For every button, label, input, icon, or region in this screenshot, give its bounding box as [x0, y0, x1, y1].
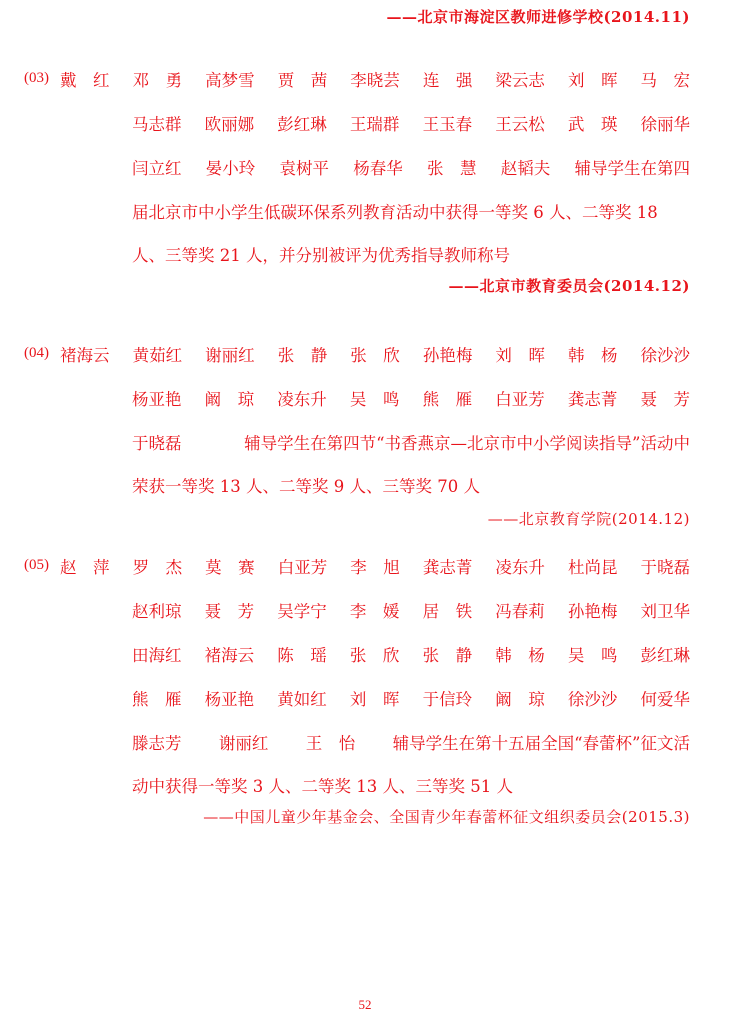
line-segment: 滕志芳 [132, 734, 182, 753]
line-segment: 赵韬夫 [500, 159, 551, 178]
line-segment: 冯春莉 [495, 602, 545, 621]
line-segment: 届北京市中小学生低碳环保系列教育活动中获得一等奖 6 人、二等奖 18 [132, 203, 658, 222]
line-segment: 连 强 [422, 71, 473, 90]
line-segment: 孙艳梅 [567, 602, 618, 621]
line-segment: 杨亚艳 [132, 390, 182, 409]
entry-05-line-5 [132, 730, 690, 754]
source-line-05: ——中国儿童少年基金会、全国青少年春蕾杯征文组织委员会(2015.3) [203, 808, 690, 826]
line-segment: 袁树平 [279, 159, 329, 178]
entry-04-line-4 [132, 473, 690, 497]
entry-03-line-3 [132, 155, 690, 179]
line-segment: 莫 赛 [205, 558, 255, 577]
entry-number-03: (03) [24, 70, 49, 86]
entry-05-line-6 [132, 773, 690, 797]
entry-05-line-4 [132, 686, 690, 710]
entry-03-line-5 [132, 242, 690, 266]
line-segment: 梁云志 [495, 71, 545, 90]
line-segment: 辅导学生在第十五届全国“春蕾杯”征文活 [392, 734, 690, 753]
line-segment: 韩 杨 [567, 346, 618, 365]
line-segment: 于晓磊 [132, 434, 182, 453]
line-segment: 聂 芳 [640, 390, 690, 409]
line-segment: 杜尚昆 [567, 558, 618, 577]
line-segment: 吴学宁 [277, 602, 327, 621]
line-segment: 马志群 [132, 115, 182, 134]
line-segment: 赵利琼 [132, 602, 182, 621]
line-segment: 褚海云 [60, 346, 110, 365]
line-segment: 王云松 [495, 115, 545, 134]
page-number: 52 [358, 997, 372, 1012]
line-segment: 陈 瑶 [277, 646, 327, 665]
source-line-04: ——北京教育学院(2014.12) [487, 510, 690, 528]
line-segment: 动中获得一等奖 3 人、二等奖 13 人、三等奖 51 人 [132, 777, 513, 796]
line-segment: 李晓芸 [350, 71, 400, 90]
line-segment: 荣获一等奖 13 人、二等奖 9 人、三等奖 70 人 [132, 477, 480, 496]
line-segment: 辅导学生在第四 [574, 159, 690, 178]
line-segment: 阚 琼 [204, 390, 255, 409]
line-segment: 聂 芳 [204, 602, 255, 621]
entry-number-04: (04) [24, 345, 49, 361]
line-segment: 龚志菁 [422, 558, 473, 577]
line-segment: 白亚芳 [277, 558, 328, 577]
line-segment: 于晓磊 [640, 558, 690, 577]
line-segment: 晏小玲 [205, 159, 256, 178]
line-segment: 欧丽娜 [204, 115, 255, 134]
line-segment: 人、三等奖 21 人，并分别被评为优秀指导教师称号 [132, 246, 510, 265]
line-segment: 刘 晖 [495, 346, 545, 365]
entry-04-line-1 [60, 342, 690, 366]
line-segment: 吴 鸣 [567, 646, 618, 665]
entry-04-line-2 [132, 386, 690, 410]
line-segment: 张 慧 [427, 159, 477, 178]
line-segment: 王瑞群 [349, 115, 400, 134]
line-segment: 白亚芳 [495, 390, 545, 409]
line-segment: 韩 杨 [495, 646, 545, 665]
line-segment: 王 怡 [305, 734, 356, 753]
entry-05-line-2 [132, 598, 690, 622]
line-segment: 贾 茜 [277, 71, 328, 90]
entry-04-line-3 [132, 430, 690, 454]
line-segment: 辅导学生在第四节“书香燕京—北京市中小学阅读指导”活动中 [244, 434, 690, 453]
line-segment: 杨春华 [353, 159, 403, 178]
line-segment: 赵 萍 [60, 558, 110, 577]
line-segment: 邓 勇 [132, 71, 183, 90]
line-segment: 王玉春 [422, 115, 473, 134]
entry-number-05: (05) [24, 557, 49, 573]
line-segment: 于信玲 [422, 690, 473, 709]
line-segment: 彭红琳 [640, 646, 690, 665]
line-segment: 谢丽红 [218, 734, 269, 753]
line-segment: 闫立红 [132, 159, 182, 178]
line-segment: 张 欣 [349, 646, 400, 665]
line-segment: 谢丽红 [205, 346, 255, 365]
line-segment: 高梦雪 [205, 71, 255, 90]
line-segment: 彭红琳 [277, 115, 327, 134]
line-segment: 何爱华 [640, 690, 690, 709]
line-segment: 李 旭 [350, 558, 400, 577]
line-segment: 徐丽华 [640, 115, 690, 134]
line-segment: 凌东升 [495, 558, 545, 577]
line-segment: 黄茹红 [132, 346, 183, 365]
line-segment: 戴 红 [60, 71, 110, 90]
entry-05-line-1 [60, 554, 690, 578]
line-segment: 褚海云 [204, 646, 255, 665]
line-segment: 罗 杰 [132, 558, 183, 577]
line-segment: 熊 雁 [422, 390, 473, 409]
line-segment: 吴 鸣 [349, 390, 400, 409]
entry-03-line-1 [60, 67, 690, 91]
entry-03-line-4 [132, 199, 690, 223]
line-segment: 刘 晖 [567, 71, 618, 90]
entry-05-line-3 [132, 642, 690, 666]
line-segment: 李 媛 [349, 602, 400, 621]
line-segment: 阚 琼 [495, 690, 545, 709]
line-segment: 徐沙沙 [640, 346, 690, 365]
line-segment: 张 静 [277, 346, 328, 365]
line-segment: 孙艳梅 [422, 346, 473, 365]
line-segment: 武 瑛 [567, 115, 618, 134]
line-segment: 凌东升 [277, 390, 327, 409]
line-segment: 徐沙沙 [567, 690, 618, 709]
line-segment: 张 静 [422, 646, 473, 665]
source-line-03: ——北京市教育委员会(2014.12) [448, 277, 690, 295]
line-segment: 田海红 [132, 646, 182, 665]
line-segment: 马 宏 [640, 71, 690, 90]
line-segment: 熊 雁 [132, 690, 182, 709]
entry-03-line-2 [132, 111, 690, 135]
line-segment: 黄如红 [277, 690, 327, 709]
source-line-top: ——北京市海淀区教师进修学校(2014.11) [386, 8, 690, 26]
line-segment: 杨亚艳 [204, 690, 255, 709]
line-segment: 居 铁 [422, 602, 473, 621]
line-segment: 龚志菁 [567, 390, 618, 409]
line-segment: 刘卫华 [640, 602, 690, 621]
line-segment: 刘 晖 [349, 690, 400, 709]
line-segment: 张 欣 [350, 346, 400, 365]
